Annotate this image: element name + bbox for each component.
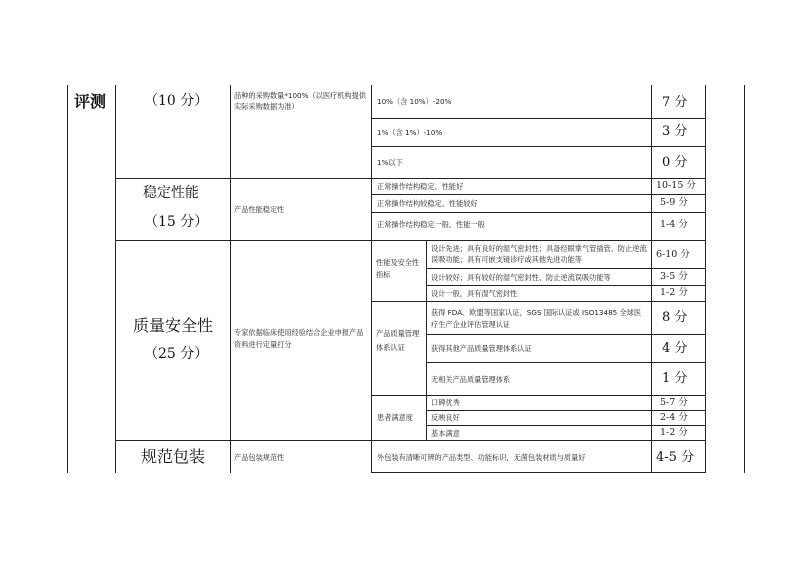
column-divider (115, 85, 116, 473)
row-divider (371, 146, 705, 147)
row-divider (371, 472, 705, 473)
criterion-text: 正常操作结构稳定一般、性能一般 (377, 220, 485, 229)
row-divider (426, 334, 705, 335)
subcategory-label: 患者满意度 (377, 413, 413, 422)
score-value: 2-4 分 (660, 412, 688, 423)
evaluation-method: 产品包装规范性 (234, 453, 285, 462)
score-value: 1 分 (662, 371, 688, 386)
criterion-text: 获得其他产品质量管理体系认证 (431, 344, 532, 353)
table-border-left (67, 85, 68, 473)
column-divider (230, 85, 231, 473)
criterion-text: 基本满意 (431, 429, 460, 438)
criterion-text: 无相关产品质量管理体系 (431, 375, 511, 384)
score-value: 10-15 分 (656, 180, 696, 191)
row-divider (426, 285, 705, 286)
score-value: 1-2 分 (660, 427, 688, 438)
row-divider (426, 362, 705, 363)
row-divider (371, 395, 705, 396)
row-divider (115, 440, 705, 441)
subcategory-label: 性能及安全性指标 (376, 258, 420, 279)
score-value: 8 分 (662, 310, 688, 325)
criterion-text: 获得 FDA、欧盟等国家认证，SGS 国际认证或 ISO13485 全球医疗生产企业评估管理认证 (431, 308, 642, 329)
category-weight: （25 分） (144, 346, 209, 362)
row-divider (371, 301, 705, 302)
row-divider (426, 410, 705, 411)
criterion-text: 正常操作结构较稳定、性能较好 (377, 199, 478, 208)
row-divider (426, 268, 705, 269)
criterion-text: 正常操作结构稳定、性能好 (377, 182, 464, 191)
criterion-text: 设计先进；具有良好的湿气密封性；具备经眼掌气管插管、防止逆流误吸功能；具有可嵌支镜诊疗或其他先进功能等 (431, 244, 647, 264)
category-name: 规范包装 (141, 447, 206, 466)
row-divider (371, 118, 705, 119)
score-value: 1-2 分 (660, 287, 688, 298)
row-divider (371, 194, 705, 195)
row-divider (115, 178, 705, 179)
evaluation-method: 产品性能稳定性 (234, 205, 285, 214)
score-value: 6-10 分 (656, 249, 690, 260)
criterion-text: 1%以下 (377, 158, 403, 167)
score-value: 5-7 分 (660, 397, 688, 408)
score-value: 3 分 (662, 124, 688, 139)
column-divider (371, 85, 372, 473)
criterion-text: 设计较好；具有较好的湿气密封性、防止逆流误吸功能等 (431, 273, 611, 282)
score-value: 1-4 分 (660, 219, 688, 230)
evaluation-method: 品种的采购数量*100%（以医疗机构提供实际采购数据为准） (234, 91, 366, 111)
table-border-right (744, 85, 745, 473)
row-divider (115, 240, 705, 241)
criterion-text: 反映良好 (431, 413, 460, 422)
evaluation-method: 专家依据临床使用经验结合企业申报产品资料进行定量打分 (234, 328, 364, 349)
category-name: 稳定性能 (143, 185, 199, 201)
row-divider (426, 425, 705, 426)
score-value: 4-5 分 (656, 450, 695, 465)
criterion-text: 口碑优秀 (431, 398, 460, 407)
score-value: 3-5 分 (660, 271, 688, 282)
criterion-text: 10%（含 10%）-20% (377, 97, 452, 106)
score-value: 0 分 (662, 155, 688, 170)
column-divider (705, 85, 706, 473)
score-value: 7 分 (662, 95, 688, 110)
category-name: 质量安全性 (133, 316, 214, 335)
category-weight: （15 分） (144, 214, 209, 230)
subcategory-label: 产品质量管理体系认证 (376, 329, 420, 352)
score-value: 4 分 (662, 341, 688, 356)
criterion-text: 1%（含 1%）-10% (377, 128, 443, 137)
category-weight: （10 分） (144, 93, 209, 109)
row-divider (371, 212, 705, 213)
column-divider (651, 85, 652, 473)
criterion-text: 外包装有清晰可辨的产品类型、功能标识，无菌包装材质与质量好 (377, 453, 586, 462)
score-value: 5-9 分 (660, 197, 688, 208)
side-label: 评测 (74, 92, 107, 111)
criterion-text: 设计一般，具有湿气密封性 (431, 289, 518, 298)
